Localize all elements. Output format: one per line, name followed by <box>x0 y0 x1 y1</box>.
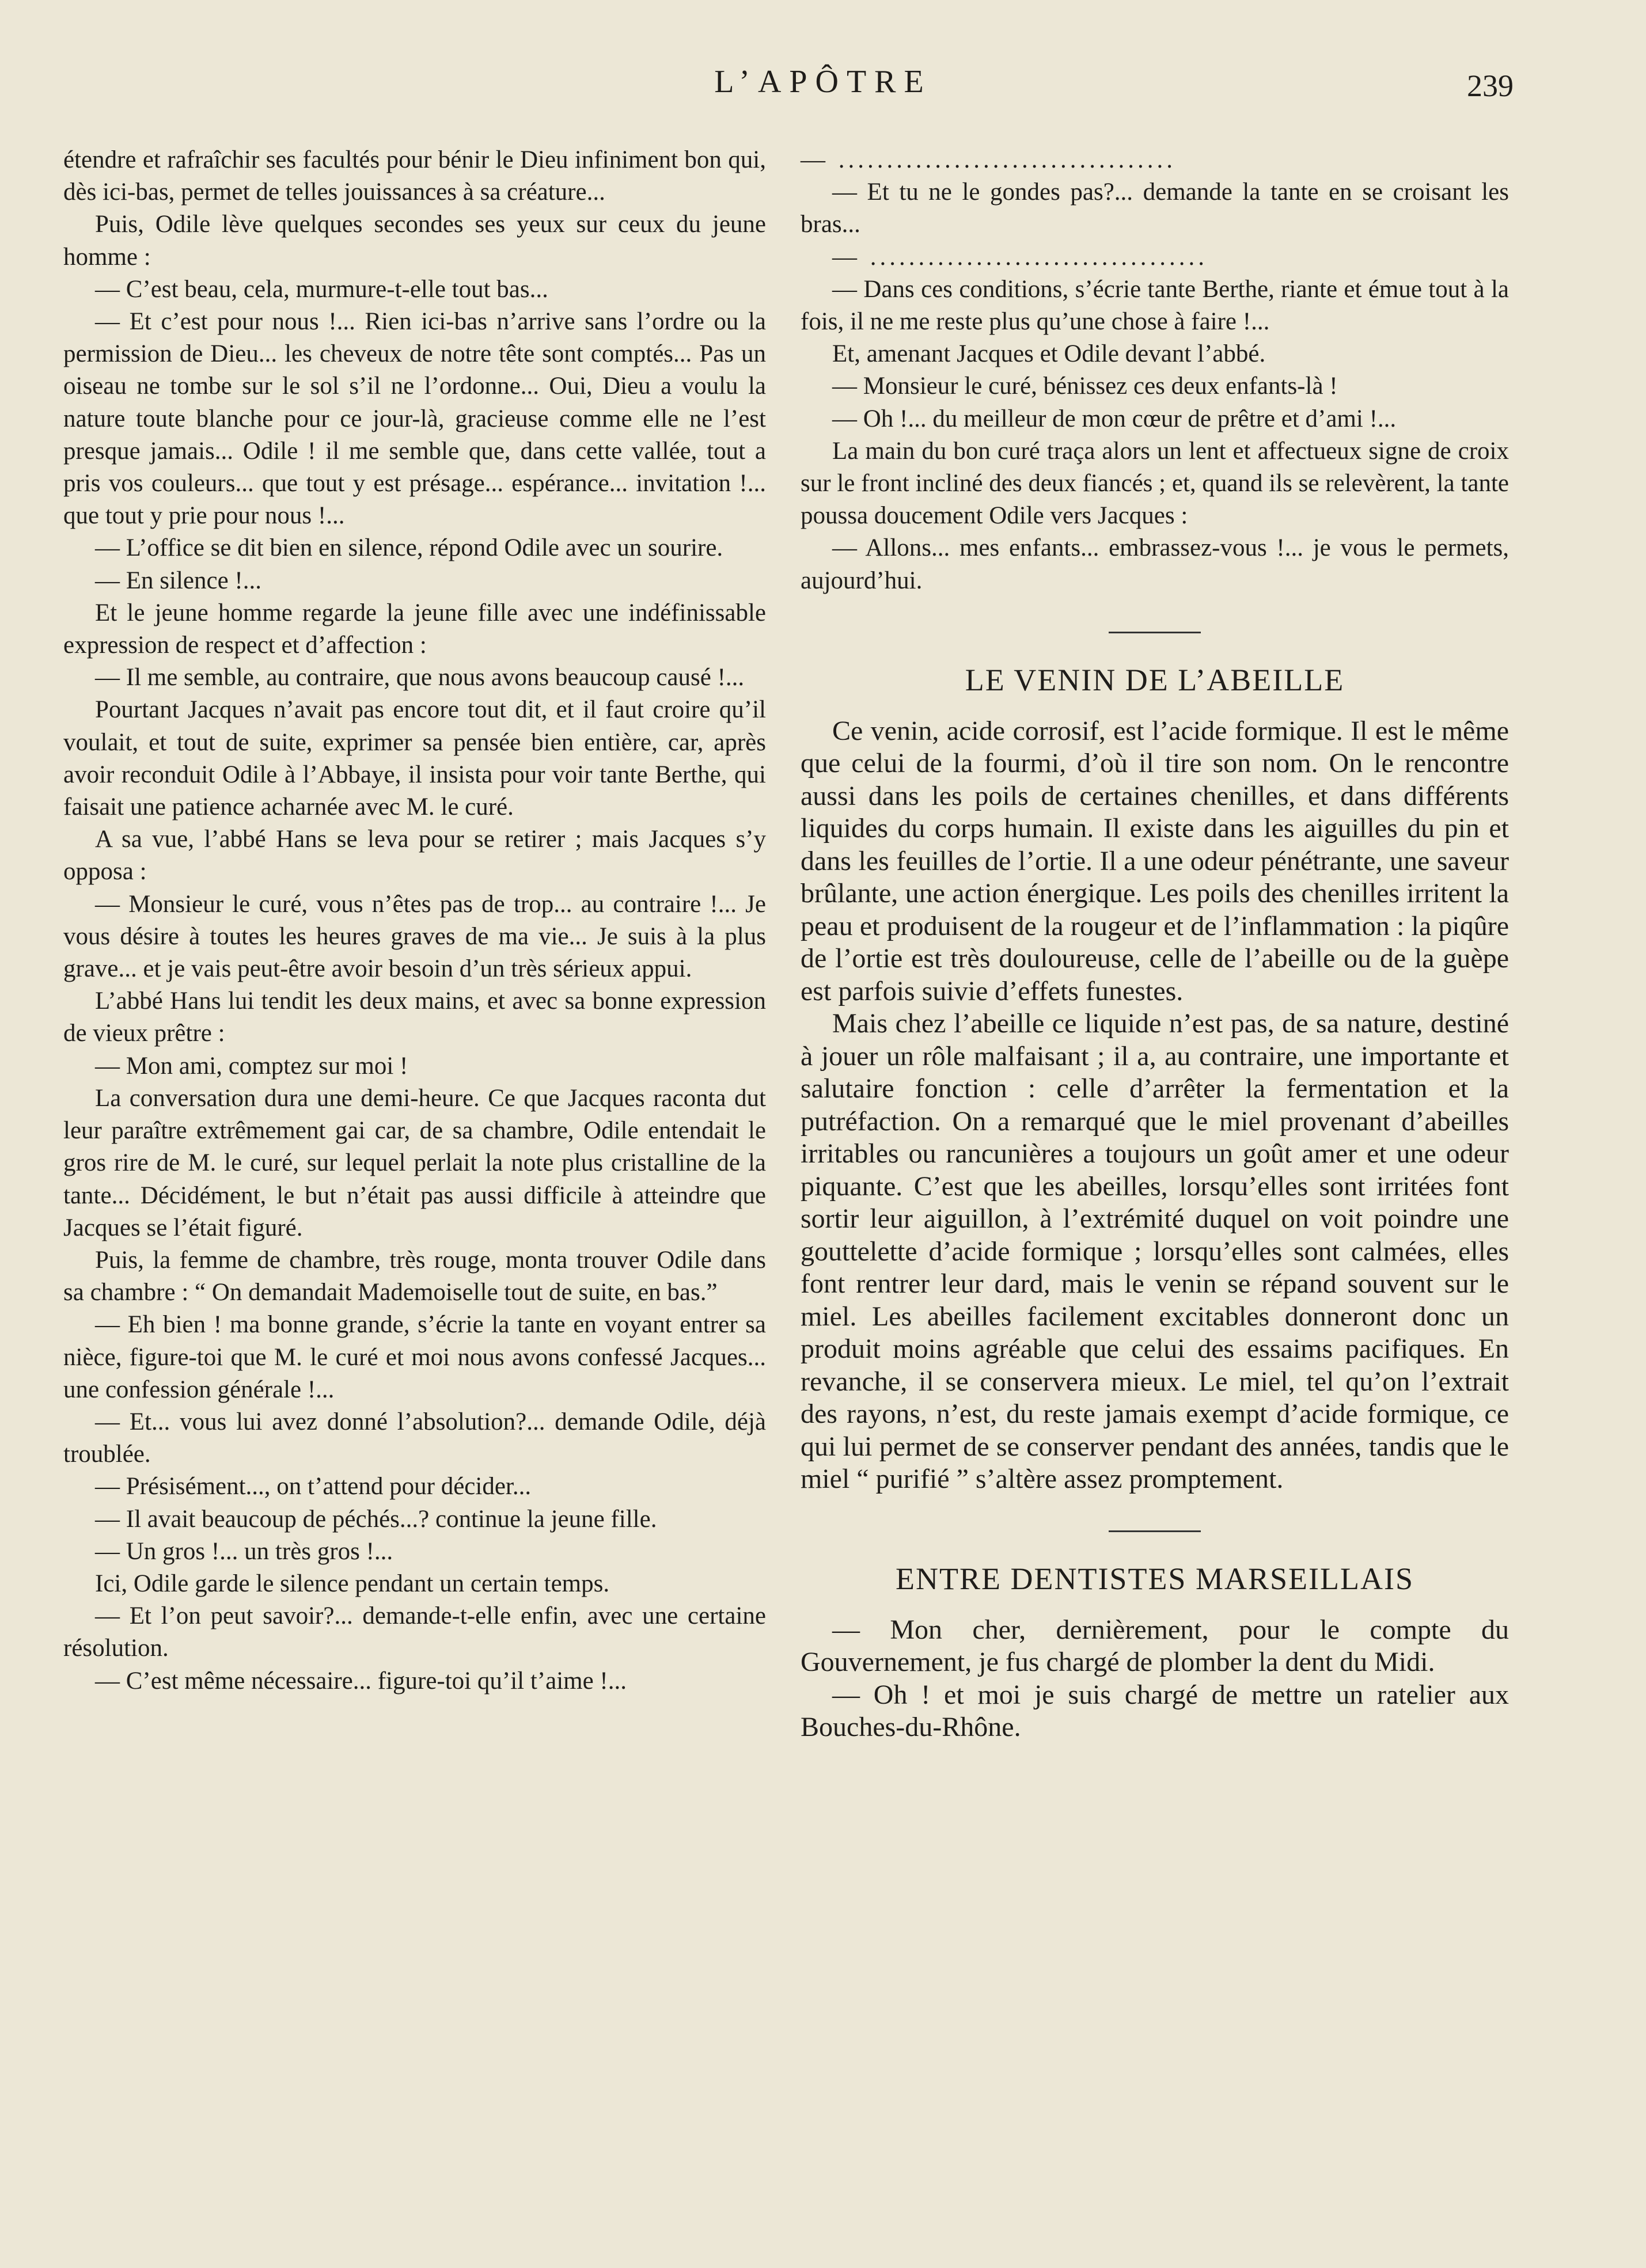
paragraph: — L’office se dit bien en silence, répond Odile avec un sourire. <box>95 534 723 562</box>
paragraph: — C’est beau, cela, murmure-t-elle tout bas... <box>95 275 548 303</box>
ellipsis-line: — ................................... <box>832 243 1208 271</box>
paragraph: — Et l’on peut savoir?... demande-t-elle enfin, avec une certaine résolution. <box>63 1602 766 1662</box>
paragraph: — Mon cher, dernièrement, pour le compte du Gouvernement, je fus chargé de plomber la dent du Midi. <box>801 1614 1509 1678</box>
paragraph: L’abbé Hans lui tendit les deux mains, et avec sa bonne expression de vieux prêtre : <box>63 987 766 1047</box>
left-column <box>63 144 766 1697</box>
paragraph: Ce venin, acide corrosif, est l’acide formique. Il est le même que celui de la fourmi, d’où il tire son nom. On le rencontre aussi dans les poils de certaines chenilles, et dans différents liquides du corps humain. Il existe dans les aiguilles du pin et dans les feuilles de l’ortie. Il a une odeur pénétrante, une saveur brûlante, une action énergique. Les poils des chenilles irritent la peau et produisent de la rougeur et de l’inflammation : la piqûre de l’ortie est très douloureuse, celle de l’abeille ou de la guèpe est parfois suivie d’effets funestes. <box>801 715 1509 1006</box>
ellipsis-line: — ................................... <box>801 146 1176 173</box>
section-divider <box>1109 1530 1201 1532</box>
paragraph: — Oh !... du meilleur de mon cœur de prêtre et d’ami !... <box>832 405 1397 432</box>
paragraph: Puis, Odile lève quelques secondes ses yeux sur ceux du jeune homme : <box>63 211 766 271</box>
paragraph: — Un gros !... un très gros !... <box>95 1537 393 1565</box>
article-body <box>801 715 1509 1496</box>
page-number: 239 <box>1467 69 1514 103</box>
paragraph: Et le jeune homme regarde la jeune fille avec une indéfinissable expression de respect et d’affection : <box>63 599 766 659</box>
page-header <box>0 63 1646 115</box>
paragraph: étendre et rafraîchir ses facultés pour bénir le Dieu infiniment bon qui, dès ici-bas, permet de telles jouissances à sa créature... <box>63 146 766 206</box>
paragraph: — Dans ces conditions, s’écrie tante Berthe, riante et émue tout à la fois, il ne me reste plus qu’une chose à faire !... <box>801 275 1509 336</box>
paragraph: Pourtant Jacques n’avait pas encore tout dit, et il faut croire qu’il voulait, et tout de suite, exprimer sa pensée bien entière, car, après avoir reconduit Odile à l’Abbaye, il insista pour voir tante Berthe, qui faisait une patience acharnée avec M. le curé. <box>63 696 766 821</box>
paragraph: — Monsieur le curé, bénissez ces deux enfants-là ! <box>832 373 1338 400</box>
article-title: LE VENIN DE L’ABEILLE <box>965 662 1345 697</box>
paragraph: — Et... vous lui avez donné l’absolution?... demande Odile, déjà troublée. <box>63 1408 766 1468</box>
paragraph: — Il avait beaucoup de péchés...? continue la jeune fille. <box>95 1505 657 1533</box>
article-title: ENTRE DENTISTES MARSEILLAIS <box>896 1561 1414 1596</box>
paragraph: — Oh ! et moi je suis chargé de mettre un ratelier aux Bouches-du-Rhône. <box>801 1679 1509 1743</box>
paragraph: — Mon ami, comptez sur moi ! <box>95 1052 408 1080</box>
paragraph: — C’est même nécessaire... figure-toi qu’il t’aime !... <box>95 1667 627 1695</box>
running-title: L’APÔTRE <box>714 64 932 100</box>
paragraph: La main du bon curé traça alors un lent et affectueux signe de croix sur le front incliné des deux fiancés ; et, quand ils se relevèrent, la tante poussa doucement Odile vers Jacques : <box>801 437 1509 530</box>
section-divider <box>1109 632 1201 633</box>
paragraph: — Et c’est pour nous !... Rien ici-bas n’arrive sans l’ordre ou la permission de Dieu... les cheveux de notre tête sont comptés... Pas un oiseau ne tombe sur le sol s’il ne l’ordonne... Oui, Dieu a voulu la nature toute blanche pour ce jour-là, gracieuse comme elle ne l’est presque jamais... Odile ! il me semble que, dans cette vallée, tout a pris vos couleurs... que tout y est présage... espérance... invitation !... que tout y prie pour nous !... <box>63 308 766 530</box>
paragraph: — Eh bien ! ma bonne grande, s’écrie la tante en voyant entrer sa nièce, figure-toi que M. le curé et moi nous avons confessé Jacques... une confession générale !... <box>63 1311 766 1403</box>
paragraph: Mais chez l’abeille ce liquide n’est pas, de sa nature, destiné à jouer un rôle malfaisant ; il a, au contraire, une importante et salutaire fonction : celle d’arrêter la fermentation et la putréfaction. On a remarqué que le miel provenant d’abeilles irritables ou rancunières a toujours un goût amer et une odeur piquante. C’est que les abeilles, lorsqu’elles sont irritées font sortir leur aiguillon, à l’extrémité duquel on voit poindre une gouttelette d’acide formique ; lorsqu’elles sont calmées, elles font rentrer leur dard, mais le venin se répand souvent sur le miel. Les abeilles facilement excitables donneront donc un produit moins agréable que celui des essaims pacifiques. En revanche, il se conservera mieux. Le miel, tel qu’on l’extrait des rayons, n’est, du reste jamais exempt d’acide formique, ce qui lui permet de se conserver pendant des années, tandis que le miel “ purifié ” s’altère assez promptement. <box>801 1008 1509 1495</box>
paragraph: — Et tu ne le gondes pas?... demande la tante en se croisant les bras... <box>801 178 1509 238</box>
paragraph: — Allons... mes enfants... embrassez-vous !... je vous le permets, aujourd’hui. <box>801 534 1509 594</box>
paragraph: Et, amenant Jacques et Odile devant l’abbé. <box>832 340 1266 368</box>
paragraph: A sa vue, l’abbé Hans se leva pour se retirer ; mais Jacques s’y opposa : <box>63 826 766 886</box>
paragraph: — Monsieur le curé, vous n’êtes pas de trop... au contraire !... Je vous désire à toutes les heures graves de ma vie... Je suis à la plus grave... et je vais peut-être avoir besoin d’un très sérieux appui. <box>63 890 766 983</box>
paragraph: Ici, Odile garde le silence pendant un certain temps. <box>95 1570 610 1597</box>
right-column <box>801 144 1509 1744</box>
paragraph: Puis, la femme de chambre, très rouge, monta trouver Odile dans sa chambre : “ On demandait Mademoiselle tout de suite, en bas.” <box>63 1246 766 1306</box>
article-body <box>801 1614 1509 1744</box>
paragraph: — Il me semble, au contraire, que nous avons beaucoup causé !... <box>95 664 745 692</box>
paragraph: — Présisément..., on t’attend pour décider... <box>95 1473 532 1500</box>
paragraph: — En silence !... <box>95 567 261 594</box>
paragraph: La conversation dura une demi-heure. Ce que Jacques raconta dut leur paraître extrêmement gai car, de sa chambre, Odile entendait le gros rire de M. le curé, sur lequel perlait la note plus cristalline de la tante... Décidément, le but n’était pas aussi difficile à atteindre que Jacques se l’était figuré. <box>63 1084 766 1241</box>
